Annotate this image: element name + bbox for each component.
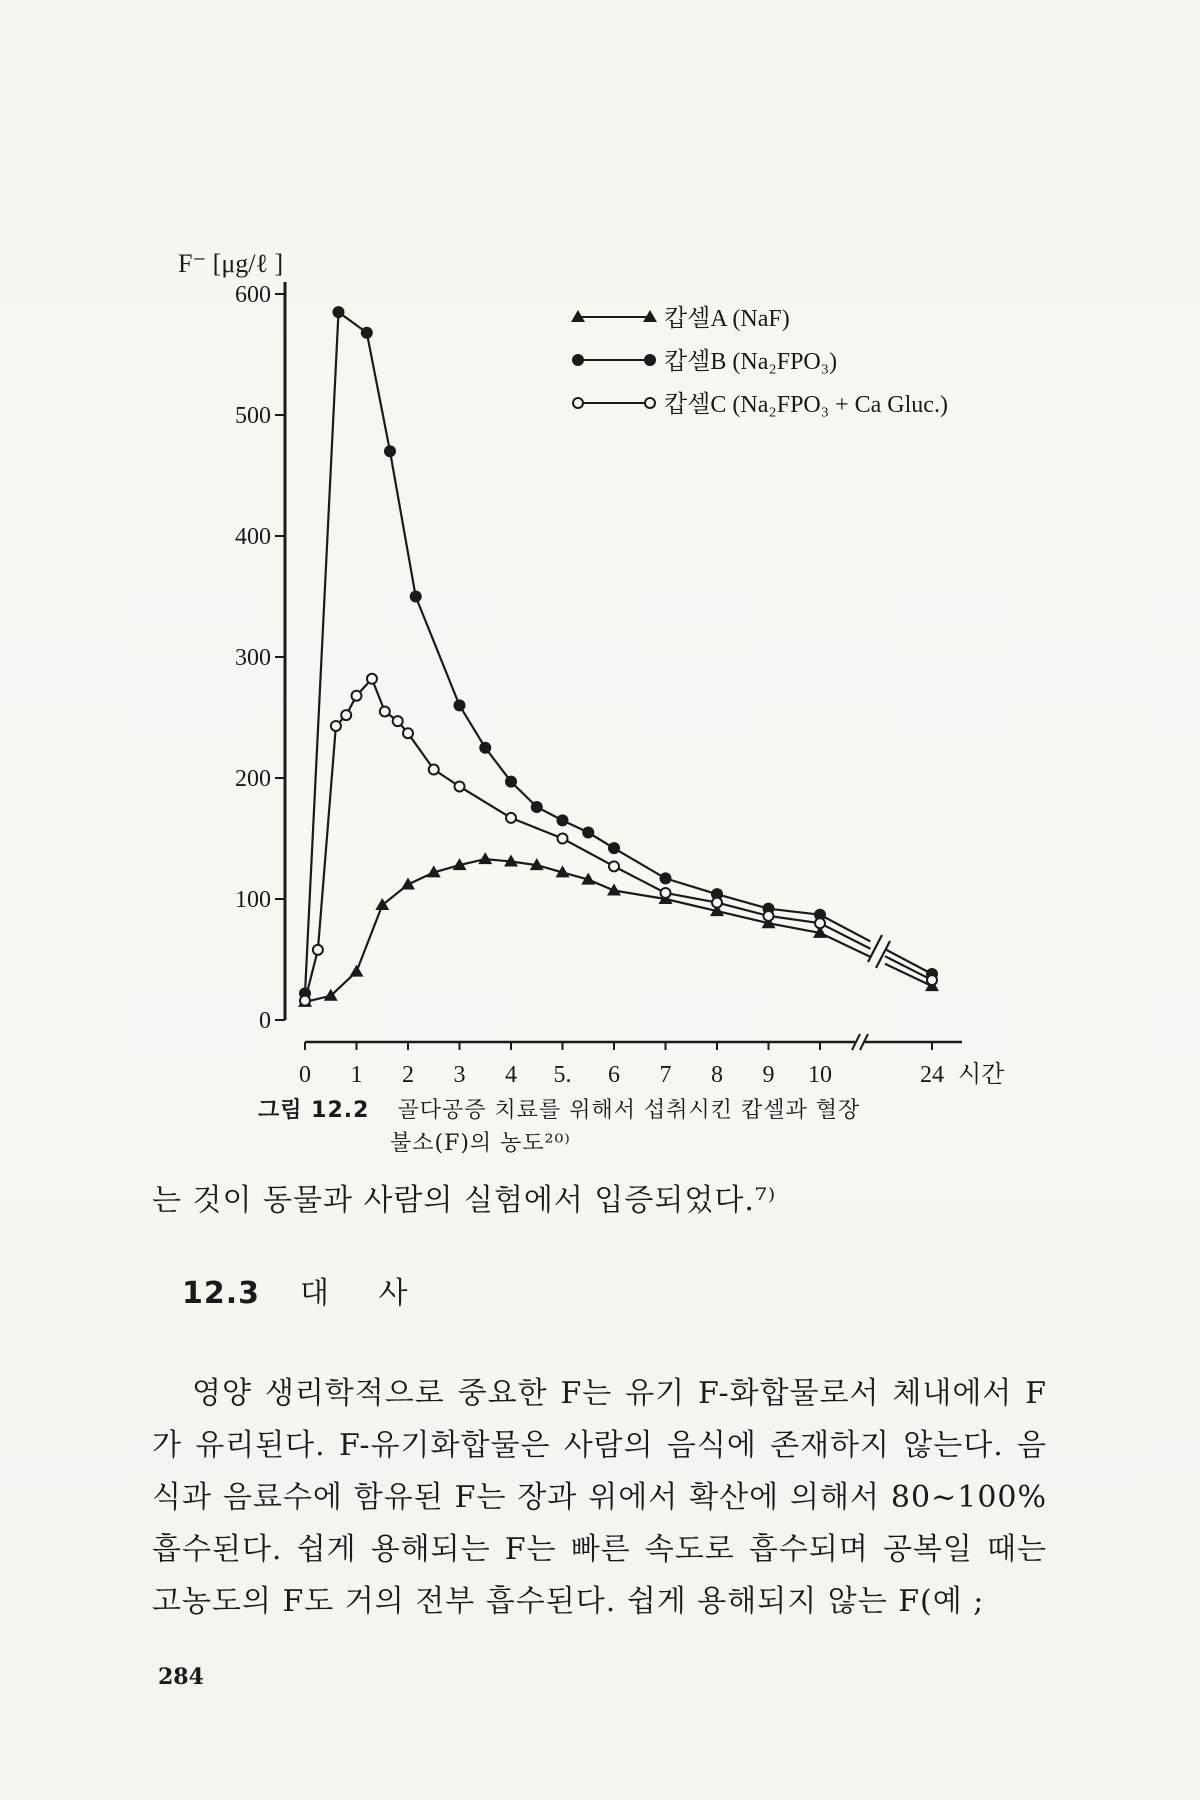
filled-circle-marker — [410, 591, 422, 603]
section-heading — [182, 1268, 428, 1312]
filled-circle-marker — [582, 826, 594, 838]
y-tick-label: 400 — [235, 524, 271, 550]
open-circle-marker — [927, 975, 937, 985]
filled-circle-marker — [505, 776, 517, 788]
figure-caption-line-1: 골다공증 치료를 위해서 섭취시킨 캅셀과 혈장 — [397, 1098, 861, 1123]
open-circle-marker — [815, 918, 825, 928]
legend-label: 캅셀C (Na₂FPO₃ + Ca Gluc.) — [664, 392, 948, 418]
open-circle-marker — [609, 861, 619, 871]
open-circle-marker — [712, 898, 722, 908]
open-circle-marker — [764, 911, 774, 921]
filled-circle-marker — [361, 327, 373, 339]
x-tick-label: 1 — [350, 1062, 363, 1088]
x-tick-label: 7 — [659, 1062, 672, 1088]
series-line-break-segment — [885, 949, 932, 974]
triangle-marker — [350, 965, 364, 977]
x-axis-label: 시간 — [958, 1060, 1005, 1088]
filled-circle-marker — [479, 742, 491, 754]
open-circle-marker — [645, 398, 655, 408]
filled-circle-marker — [531, 801, 543, 813]
y-tick-label: 500 — [235, 403, 271, 429]
figure-number: 그림 12.2 — [258, 1098, 370, 1123]
x-tick-label: 8 — [711, 1062, 723, 1088]
x-tick-label: 0 — [299, 1062, 311, 1088]
y-tick-label: 300 — [235, 645, 271, 671]
open-circle-marker — [393, 716, 403, 726]
y-tick-label: 100 — [235, 887, 271, 913]
open-circle-marker — [352, 691, 362, 701]
open-circle-marker — [331, 721, 341, 731]
chart-axes — [178, 249, 962, 1050]
x-tick-label: 2 — [402, 1062, 414, 1088]
figure-caption — [258, 1093, 860, 1124]
filled-circle-marker — [608, 842, 620, 854]
filled-circle-marker — [660, 872, 672, 884]
x-tick-label: 4 — [505, 1062, 517, 1088]
filled-circle-marker — [384, 445, 396, 457]
triangle-marker — [401, 877, 415, 889]
open-circle-marker — [403, 728, 413, 738]
filled-circle-marker — [572, 354, 584, 366]
figure-caption-line-2: 불소(F)의 농도²⁰⁾ — [390, 1131, 571, 1156]
continued-text-line: 는 것이 동물과 사람의 실험에서 입증되었다.⁷⁾ — [152, 1183, 777, 1218]
triangle-marker — [478, 852, 492, 864]
open-circle-marker — [558, 834, 568, 844]
section-title: 대 사 — [300, 1276, 428, 1311]
page-number: 284 — [158, 1664, 204, 1690]
y-tick-label: 600 — [235, 282, 271, 308]
open-circle-marker — [661, 888, 671, 898]
x-tick-label: 6 — [608, 1062, 620, 1088]
open-circle-marker — [455, 781, 465, 791]
filled-circle-marker — [332, 306, 344, 318]
body-paragraph — [152, 1368, 1047, 1628]
filled-circle-marker — [454, 699, 466, 711]
x-tick-label: 3 — [453, 1062, 466, 1088]
legend-label: 캅셀A (NaF) — [664, 306, 790, 332]
y-axis-label: F⁻ [μg/ℓ ] — [178, 249, 284, 278]
filled-circle-marker — [644, 354, 656, 366]
filled-circle-marker — [557, 814, 569, 826]
series-line — [305, 859, 820, 1002]
x-tick-label: 24 — [920, 1062, 944, 1088]
x-tick-label: 9 — [762, 1062, 775, 1088]
paragraph-rest: 가 유리된다. F-유기화합물은 사람의 음식에 존재하지 않는다. 음식과 음료수에 함유된 F는 장과 위에서 확산에 의해서 80~100% 흡수된다. 쉽게 용해되는 F는 빠른 속도로 흡수되며 공복일 때는 고농도의 F도 거의 전부 흡수된다. 쉽게 용해되지 않는 F(예 ; — [152, 1428, 1047, 1619]
x-tick-label: 5. — [553, 1062, 572, 1088]
open-circle-marker — [429, 765, 439, 775]
open-circle-marker — [573, 398, 583, 408]
open-circle-marker — [300, 996, 310, 1006]
chart-legend — [571, 305, 948, 418]
open-circle-marker — [367, 674, 377, 684]
open-circle-marker — [506, 813, 516, 823]
section-number: 12.3 — [182, 1276, 261, 1311]
x-tick-label: 10 — [808, 1062, 832, 1088]
open-circle-marker — [313, 945, 323, 955]
y-tick-label: 0 — [259, 1008, 271, 1034]
legend-label: 캅셀B (Na₂FPO₃) — [664, 349, 838, 375]
open-circle-marker — [341, 710, 351, 720]
y-tick-label: 200 — [235, 766, 271, 792]
paragraph-first-line: 영양 생리학적으로 중요한 F는 유기 F-화합물로서 체내에서 F — [192, 1376, 1047, 1411]
open-circle-marker — [380, 706, 390, 716]
